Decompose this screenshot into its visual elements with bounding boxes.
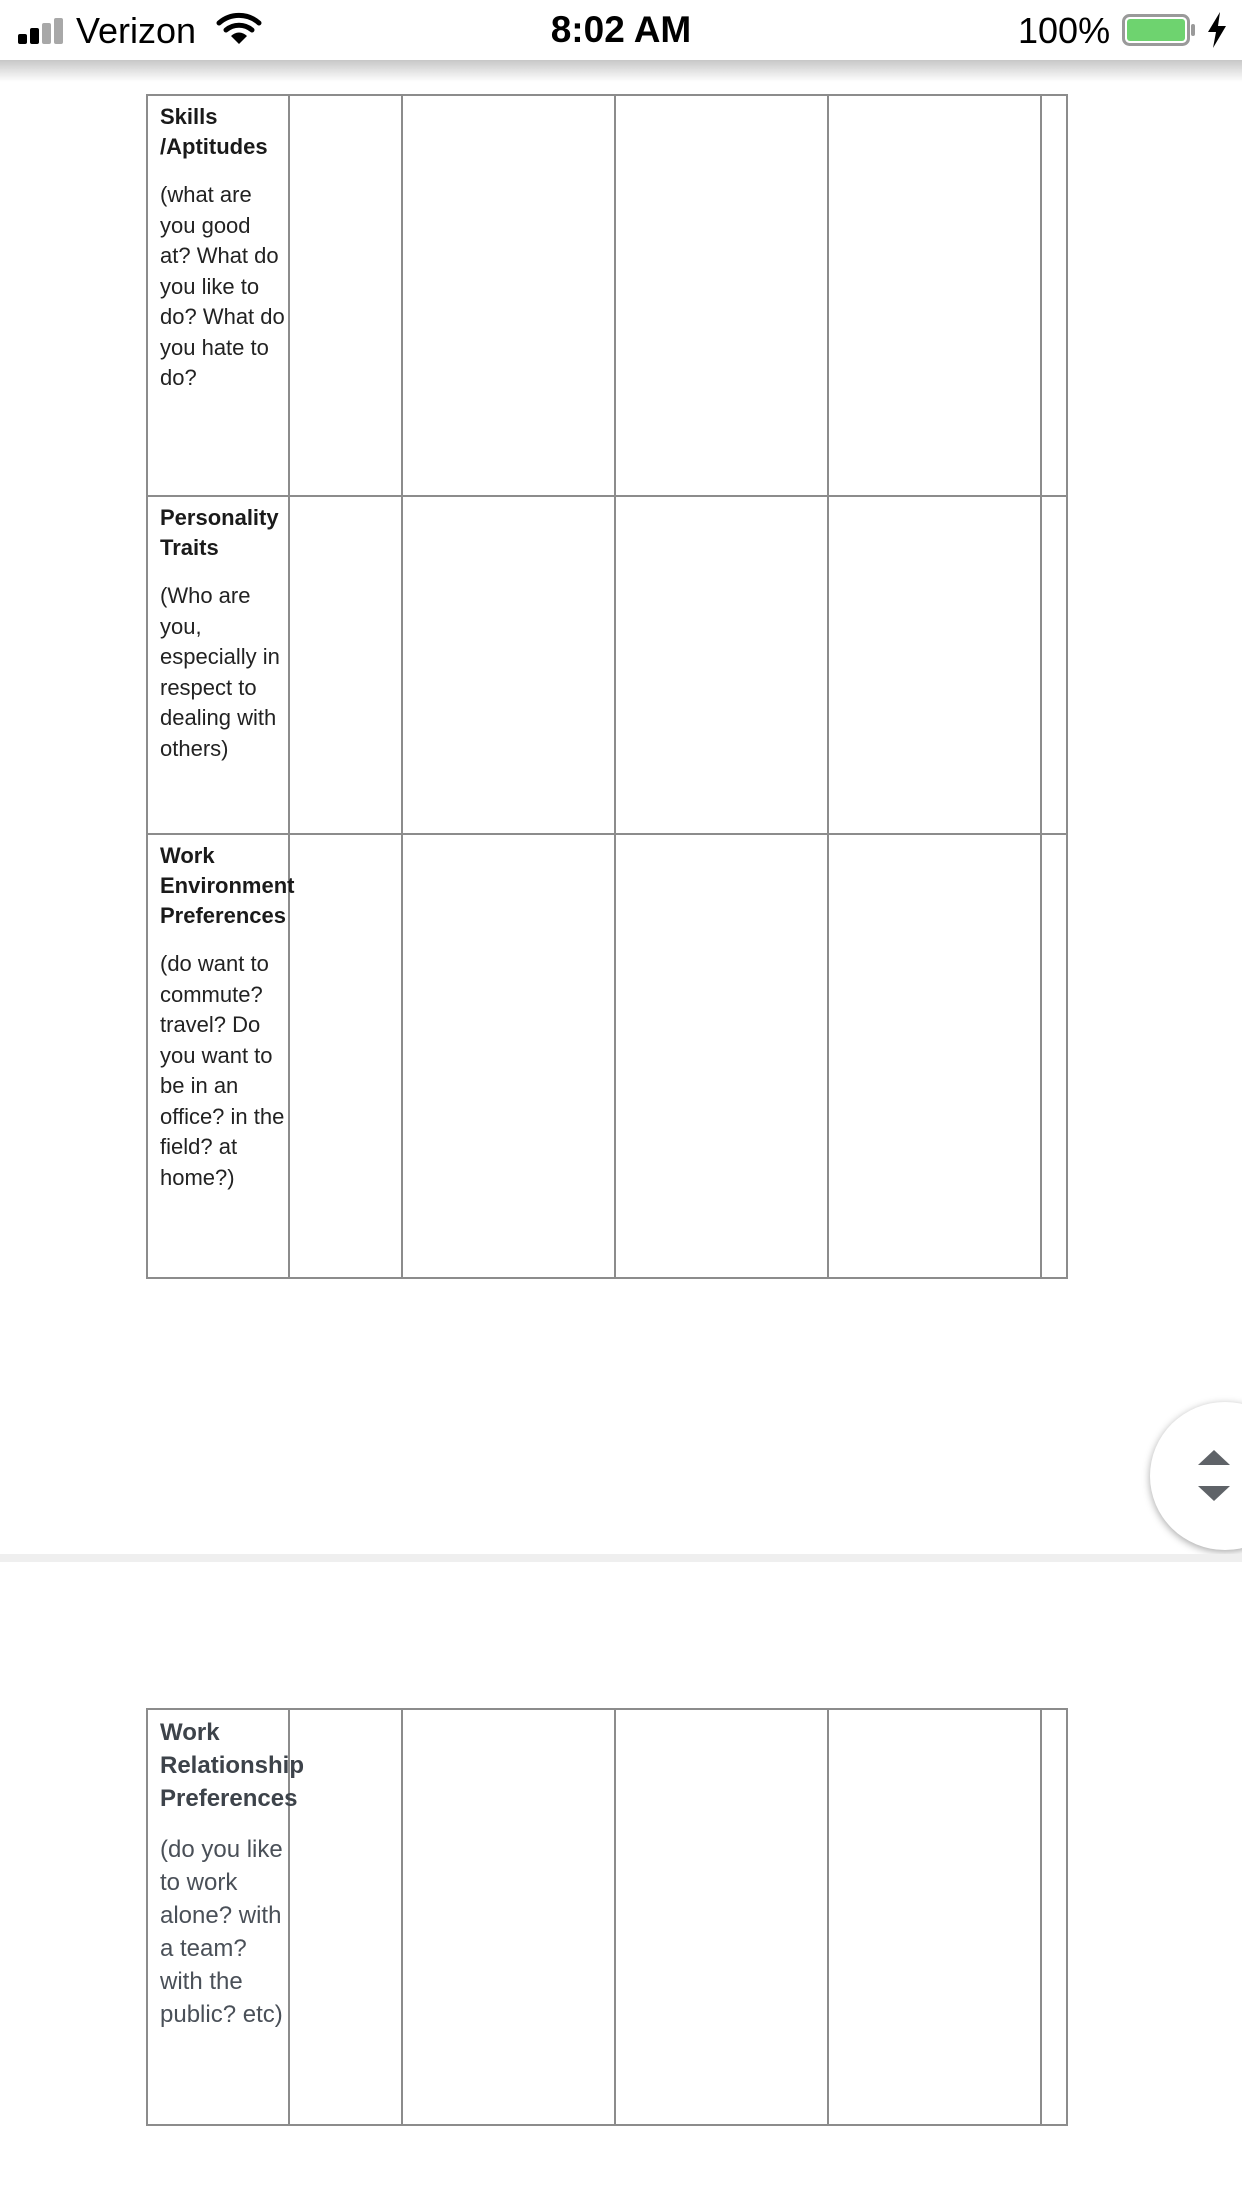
row-description: (what are you good at? What do you like to do? What do you hate to do? bbox=[160, 182, 285, 390]
arrow-down-icon[interactable] bbox=[1198, 1486, 1230, 1501]
row-label-cell bbox=[147, 834, 295, 1278]
row-title: Skills /Aptitudes bbox=[160, 104, 268, 159]
clock-time: 8:02 AM bbox=[550, 9, 692, 50]
scroll-page-button[interactable] bbox=[1150, 1402, 1242, 1550]
page-divider bbox=[0, 1554, 1242, 1562]
carrier-name: Verizon bbox=[76, 10, 197, 51]
row-title: Personality Traits bbox=[160, 505, 279, 560]
table-cell[interactable] bbox=[289, 95, 402, 496]
table-cell[interactable] bbox=[1041, 496, 1067, 834]
row-label-cell bbox=[147, 1709, 305, 2125]
career-table-page-2 bbox=[146, 1708, 1068, 2126]
row-description: (do want to commute? travel? Do you want to be in an office? in the field? at home?) bbox=[160, 951, 285, 1190]
table-row bbox=[147, 834, 1067, 1278]
table-cell[interactable] bbox=[402, 95, 615, 496]
row-description: (do you like to work alone? with a team? with the public? etc) bbox=[160, 1836, 283, 2028]
career-table-page-1 bbox=[146, 94, 1068, 1279]
table-cell[interactable] bbox=[402, 496, 615, 834]
table-row bbox=[147, 1709, 1067, 2125]
arrow-up-icon[interactable] bbox=[1198, 1450, 1230, 1465]
table-cell[interactable] bbox=[828, 834, 1041, 1278]
table-cell[interactable] bbox=[615, 1709, 828, 2125]
table-cell[interactable] bbox=[289, 1709, 402, 2125]
table-cell[interactable] bbox=[1041, 95, 1067, 496]
status-bar-shadow bbox=[0, 60, 1242, 82]
status-bar bbox=[0, 0, 1242, 60]
row-label-cell bbox=[147, 496, 289, 834]
charging-bolt-icon bbox=[1206, 12, 1228, 48]
table-cell[interactable] bbox=[615, 834, 828, 1278]
table-cell[interactable] bbox=[402, 1709, 615, 2125]
table-cell[interactable] bbox=[615, 496, 828, 834]
table-cell[interactable] bbox=[402, 834, 615, 1278]
table-cell[interactable] bbox=[289, 834, 402, 1278]
row-description: (Who are you, especially in respect to dealing with others) bbox=[160, 583, 280, 761]
table-row bbox=[147, 496, 1067, 834]
table-cell[interactable] bbox=[828, 95, 1041, 496]
table-cell[interactable] bbox=[289, 496, 402, 834]
battery-icon bbox=[1122, 14, 1196, 46]
battery-percent: 100% bbox=[1018, 10, 1111, 51]
table-cell[interactable] bbox=[828, 1709, 1041, 2125]
table-cell[interactable] bbox=[615, 95, 828, 496]
row-label-cell bbox=[147, 95, 289, 496]
row-title: Work Relationship Preferences bbox=[160, 1719, 305, 1812]
table-cell[interactable] bbox=[1041, 834, 1067, 1278]
table-cell[interactable] bbox=[1041, 1709, 1067, 2125]
table-cell[interactable] bbox=[828, 496, 1041, 834]
table-row bbox=[147, 95, 1067, 496]
row-title: Work Environment Preferences bbox=[160, 843, 295, 928]
